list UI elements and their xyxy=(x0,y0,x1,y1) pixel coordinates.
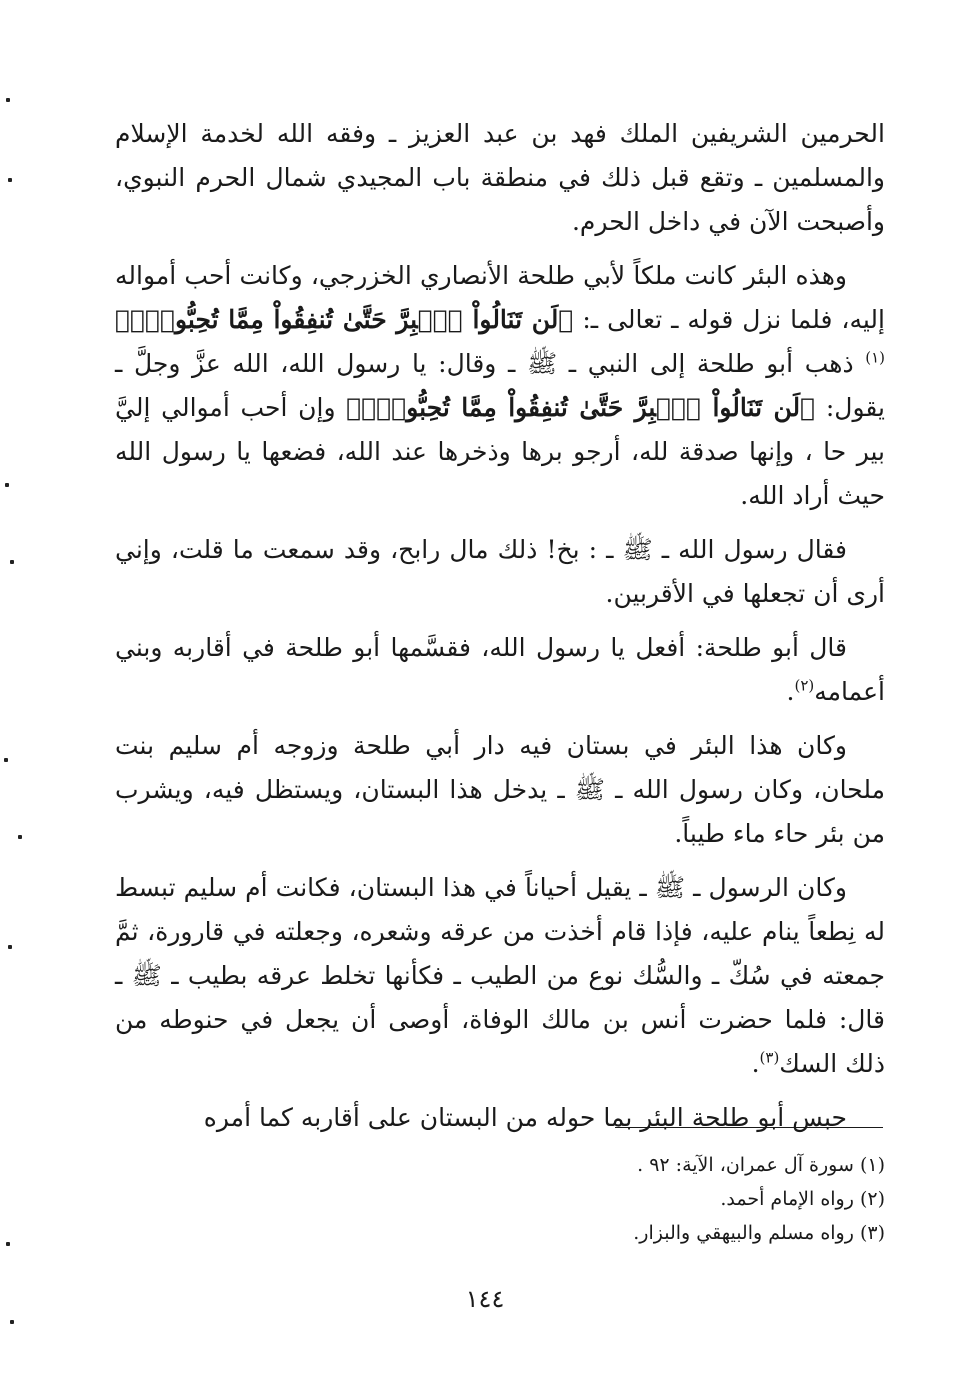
text-run: وهذه البئر كانت ملكاً لأبي طلحة الأنصاري الخزرجي، وكانت أحب أمواله إليه، فلما نزل قوله ـ تعالى ـ: xyxy=(115,261,885,334)
scan-speck xyxy=(6,98,10,102)
footnote-reference: (١) xyxy=(865,348,885,367)
scan-speck xyxy=(18,835,22,839)
scan-speck xyxy=(8,945,12,949)
scan-speck xyxy=(10,1320,14,1324)
scan-speck xyxy=(5,483,9,487)
text-run: الحرمين الشريفين الملك فهد بن عبد العزيز ـ وفقه الله لخدمة الإسلام والمسلمين ـ وتقع قبل ذلك في منطقة باب المجيدي شمال الحرم النبوي، وأصبحت الآن في داخل الحرم. xyxy=(115,119,885,236)
text-run: وكان هذا البئر في بستان فيه دار أبي طلحة وزوجه أم سليم بنت ملحان، وكان رسول الله ـ ﷺ ـ يدخل هذا البستان، ويستظل فيه، ويشرب من بئر حاء ماء طيباً. xyxy=(115,731,885,848)
paragraph-4 xyxy=(115,626,885,714)
footnote-1: (١) سورة آل عمران، الآية: ٩٢ . xyxy=(637,1154,885,1176)
quran-verse: ﴿لَن تَنَالُواْ ٱلۡبِرَّ حَتَّىٰ تُنفِقُواْ مِمَّا تُحِبُّونَۚ﴾ xyxy=(346,393,816,422)
paragraph-2 xyxy=(115,254,885,518)
footnotes xyxy=(300,1148,885,1250)
text-run: قال أبو طلحة: أفعل يا رسول الله، فقسَّمها أبو طلحة في أقاربه وبني أعمامه xyxy=(115,633,885,706)
text-run: حبس أبو طلحة البئر بما حوله من البستان على أقاربه كما أمره xyxy=(203,1103,847,1132)
scan-speck xyxy=(10,560,14,564)
paragraph-3 xyxy=(115,528,885,616)
text-run: . xyxy=(786,677,795,706)
paragraph-6 xyxy=(115,866,885,1086)
text-run: وإن أحب أموالي إليَّ بير حا ، وإنها صدقة لله، أرجو برها وذخرها عند الله، فضعها يا رسول الله حيث أراد الله. xyxy=(115,393,885,510)
text-run: وكان الرسول ـ ﷺ ـ يقيل أحياناً في هذا البستان، فكانت أم سليم تبسط له نِطعاً ينام عليه، فإذا قام أخذت من عرقه وشعره، وجعلته في قارورة، ثمَّ جمعته في سُكّ ـ والسُّك نوع من الطيب ـ فكأنها تخلط عرقه بطيب ـ ﷺ ـ قال: فلما حضرت أنس بن مالك الوفاة، أوصى أن يجعل في حنوطه من ذلك السك xyxy=(115,873,885,1078)
paragraph-5 xyxy=(115,724,885,856)
footnote-2: (٢) رواه الإمام أحمد. xyxy=(720,1188,885,1210)
text-run: ذهب أبو طلحة إلى النبي ـ ﷺ ـ وقال: يا رسول الله، الله عزَّ وجلَّ ـ يقول: xyxy=(115,349,885,422)
footnote-reference: (٣) xyxy=(759,1048,780,1067)
footnote-reference: (٢) xyxy=(794,676,815,695)
text-run: . xyxy=(751,1049,760,1078)
scan-speck xyxy=(4,758,8,762)
text-run: فقال رسول الله ـ ﷺ ـ : بخ! ذلك مال رابح، وقد سمعت ما قلت، وإني أرى أن تجعلها في الأقربين. xyxy=(115,535,885,608)
scan-speck xyxy=(6,1242,10,1246)
footnote-3: (٣) رواه مسلم والبيهقي والبزار. xyxy=(633,1222,885,1244)
quran-verse: ﴿لَن تَنَالُواْ ٱلۡبِرَّ حَتَّىٰ تُنفِقُواْ مِمَّا تُحِبُّونَۚ﴾ xyxy=(115,305,574,334)
page-number: ١٤٤ xyxy=(465,1285,505,1313)
scan-speck xyxy=(8,178,12,182)
body-text xyxy=(115,112,885,1150)
footnote-separator xyxy=(615,1127,883,1128)
paragraph-7 xyxy=(115,1096,885,1140)
paragraph-1 xyxy=(115,112,885,244)
